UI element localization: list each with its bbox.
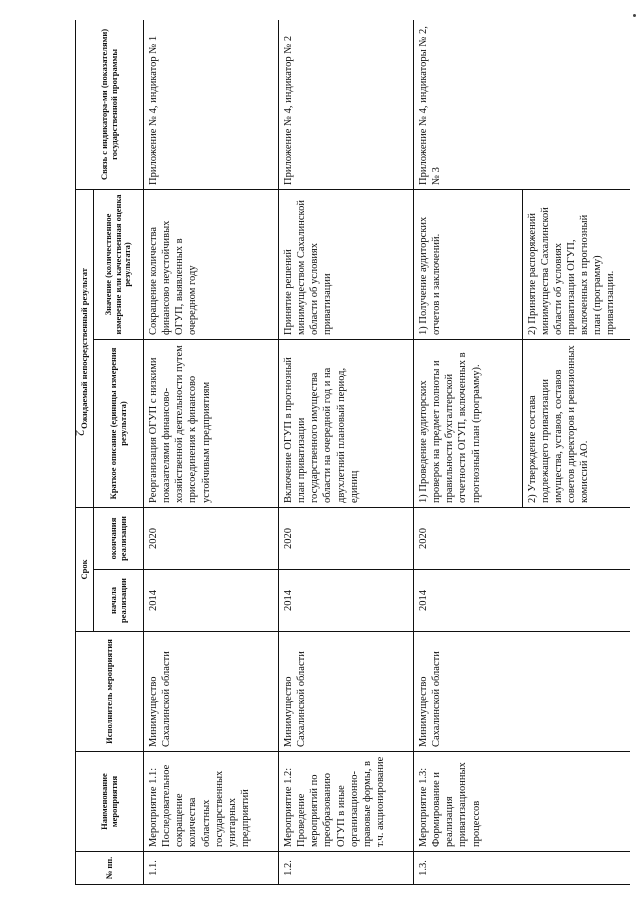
row-name: Мероприятие 1.1: Последовательное сокращение количества областных государственных унитарных предприятий [144,752,279,852]
row-value-part-1: 1) Получение аудиторских отчетов и заключений. [418,216,443,335]
row-value: Принятие решений минимуществом Сахалинской области об условиях приватизации [279,189,414,339]
rotated-table-area [75,20,630,885]
row-link: Приложение № 4, индикатор № 1 [144,20,279,189]
row-executor: Минимущество Сахалинской области [279,632,414,752]
row-start: 2014 [279,570,414,632]
row-short-cell [414,339,631,507]
page-number: 2 [72,429,88,437]
row-value-cell [414,189,631,339]
row-short: Реорганизация ОГУП с низкими показателями финансово-хозяйственной деятельности путем присоединения к финансово устойчивым предприятиям [144,339,279,507]
row-end: 2020 [279,507,414,569]
row-value-part-2: 2) Принятие распоряжений минимущества Сахалинской области об условиях приватизации ОГУП, включенных в прогнозный план (программу) приватизации. [522,190,631,339]
table-row [414,20,631,885]
table-row [144,20,279,885]
scan-dot [633,14,636,17]
header-executor: Исполнитель мероприятия [76,632,144,752]
header-value: Значение (количественное измерение или качественная оценка результата) [94,189,144,339]
row-num: 1.3. [414,852,631,885]
header-result: Ожидаемый непосредственный результат [76,189,94,507]
table-rotation-frame [75,20,630,885]
table-row [279,20,414,885]
row-end: 2020 [414,507,631,569]
row-short: Включение ОГУП в прогнозный план приватизации государственного имущества области на очередной год и на двухлетний плановый период, единиц [279,339,414,507]
row-start: 2014 [144,570,279,632]
row-end: 2020 [144,507,279,569]
header-start: начала реализации [94,570,144,632]
row-num: 1.2. [279,852,414,885]
row-name: Мероприятие 1.3: Формирование и реализация приватизационных процессов [414,752,631,852]
header-link: Связь с индикатора-ми (показателями) государственной программы [76,20,144,189]
header-short: Краткое описание (единицы измерения результата) [94,339,144,507]
row-executor: Минимущество Сахалинской области [144,632,279,752]
row-value: Сокращение количества финансово неустойчивых ОГУП, выявленных в очередном году [144,189,279,339]
row-short-part-1: 1) Проведение аудиторских проверок на предмет полноты и правильности бухгалтерской отчетности ОГУП, включенных в прогнозный план (программу). [418,352,482,503]
row-start: 2014 [414,570,631,632]
header-name: Наименование мероприятия [76,752,144,852]
row-short-part-2: 2) Утверждение состава подлежащего приватизации имущества, уставов, составов советов директоров и ревизионных комиссий АО. [522,340,631,507]
row-num: 1.1. [144,852,279,885]
row-name: Мероприятие 1.2: Проведение мероприятий по преобразованию ОГУП в иные организационно-правовые формы, в т.ч. акционирование [279,752,414,852]
header-num: № пп. [76,852,144,885]
row-link: Приложение № 4, индикатор № 2 [279,20,414,189]
header-end: окончания реализации [94,507,144,569]
measures-table [75,20,630,885]
row-link: Приложение № 4, индикаторы № 2, № 3 [414,20,631,189]
row-executor: Минимущество Сахалинской области [414,632,631,752]
header-term: Срок [76,507,94,631]
